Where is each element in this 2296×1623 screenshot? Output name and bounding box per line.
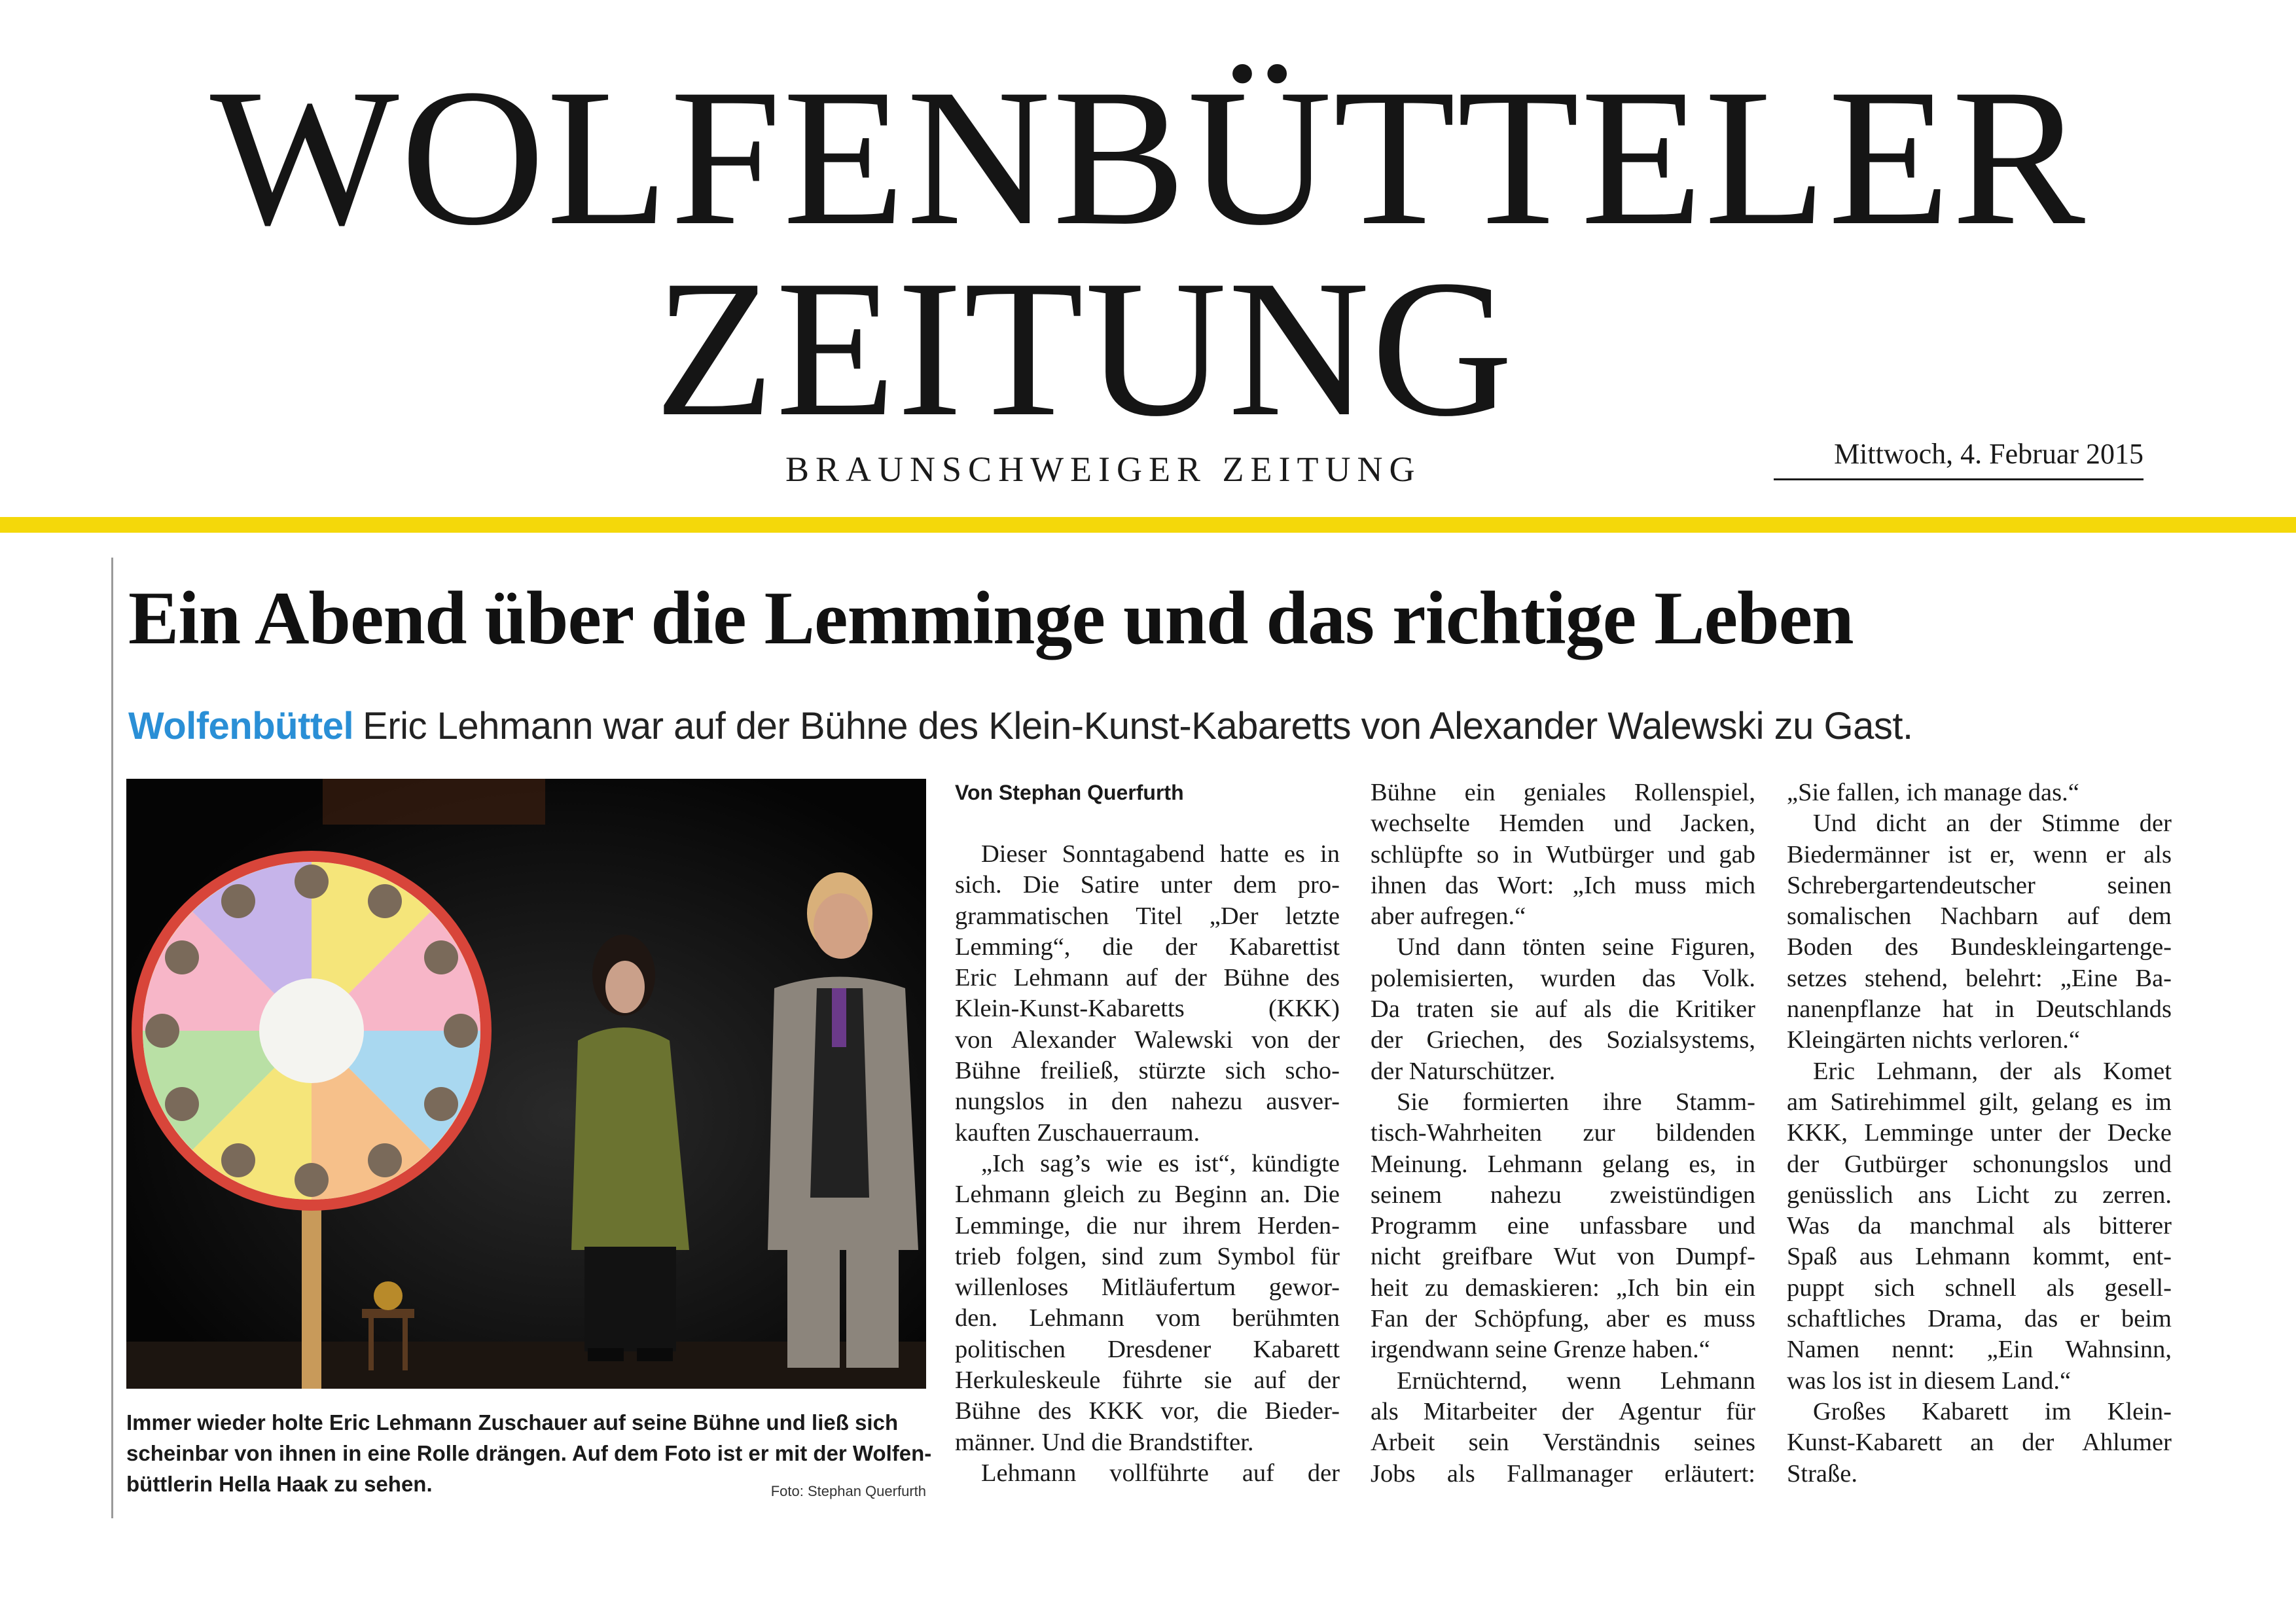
- article-column-1: [955, 777, 1340, 1489]
- article-text-line: „Ich sag’s wie es ist“, kündigte: [981, 1149, 1340, 1177]
- article-text-line: Bühne freiließ, stürzte sich scho-: [955, 1057, 1340, 1085]
- article-text-line: Jobs als Fallmanager erläutert:: [1371, 1459, 1755, 1488]
- article-text-line: schaftliches Drama, das er beim: [1787, 1305, 2172, 1333]
- article-text-line: puppt sich schnell als gesell-: [1787, 1274, 2172, 1302]
- article-text-line: Und dann tönten seine Figuren,: [1397, 933, 1755, 961]
- article-text-line: Lemming“, die der Kabarettist: [955, 933, 1340, 961]
- left-column-rule: [111, 558, 113, 1518]
- dateline-kicker: Wolfenbüttel: [128, 705, 354, 747]
- article-text-line: Lehmann vollführte auf der: [981, 1459, 1340, 1487]
- article-text-line: grammatischen Titel „Der letzte: [955, 902, 1340, 930]
- article-text-line: sich. Die Satire unter dem pro-: [955, 871, 1340, 899]
- article-text-line: Eric Lehmann auf der Bühne des: [955, 964, 1340, 992]
- yellow-divider-rule: [0, 517, 2296, 533]
- caption-line: Immer wieder holte Eric Lehmann Zuschauer auf seine Bühne und ließ sich: [126, 1410, 899, 1435]
- article-text-line: als Mitarbeiter der Agentur für: [1371, 1397, 1755, 1425]
- article-text-line: somalischen Nachbarn auf dem: [1787, 902, 2172, 931]
- article-text-line: Fan der Schöpfung, aber es muss: [1371, 1305, 1755, 1333]
- article-text-line: der Naturschützer.: [1371, 1057, 1556, 1085]
- article-text-line: polemisierten, wurden das Volk.: [1371, 964, 1755, 992]
- article-column-2: [1371, 777, 1755, 1489]
- article-text-line: tisch-Wahrheiten zur bildenden: [1371, 1119, 1755, 1147]
- article-text-line: irgendwann seine Grenze haben.“: [1371, 1336, 1710, 1364]
- article-text-line: Boden des Bundeskleingartenge-: [1787, 933, 2172, 961]
- article-text-line: der Griechen, des Sozialsystems,: [1371, 1026, 1755, 1054]
- article-text-line: setzes stehend, belehrt: „Eine Ba-: [1787, 964, 2172, 992]
- article-text-line: Herkuleskeule führte sie auf der: [955, 1366, 1340, 1395]
- article-text-line: Meinung. Lehmann gelang es, in: [1371, 1150, 1755, 1178]
- stage-photo-illustration: [126, 779, 926, 1389]
- prize-wheel: [132, 851, 492, 1211]
- article-text-line: Sie formierten ihre Stamm-: [1397, 1088, 1755, 1116]
- caption-line: büttlerin Hella Haak zu sehen.: [126, 1472, 433, 1496]
- article-text-line: nicht greifbare Wut von Dumpf-: [1371, 1243, 1755, 1271]
- article-text-line: KKK, Lemminge unter der Decke: [1787, 1119, 2172, 1147]
- article-text-line: was los ist in diesem Land.“: [1787, 1366, 2072, 1395]
- article-text-line: Großes Kabarett im Klein-: [1813, 1397, 2172, 1425]
- article-subheadline: [128, 700, 2255, 753]
- photo-credit: Foto: Stephan Querfurth: [770, 1483, 926, 1499]
- masthead-title-line1: WOLFENBÜTTELER: [209, 48, 2087, 266]
- article-text-line: trieb folgen, sind zum Symbol für: [955, 1242, 1340, 1270]
- article-column-3: [1787, 777, 2172, 1489]
- article-text-line: Ernüchternd, wenn Lehmann: [1397, 1366, 1755, 1395]
- article-text-line: Dieser Sonntagabend hatte es in: [981, 840, 1340, 868]
- column-1-body: [955, 839, 1340, 1489]
- article-text-line: von Alexander Walewski von der: [955, 1026, 1340, 1054]
- article-text-line: seinem nahezu zweistündigen: [1371, 1181, 1755, 1209]
- article-text-line: Straße.: [1787, 1459, 1857, 1488]
- masthead-title-line2: ZEITUNG: [655, 240, 1515, 457]
- article-text-line: willenloses Mitläufertum gewor-: [955, 1274, 1340, 1302]
- article-text-line: Lehmann gleich zu Beginn an. Die: [955, 1181, 1340, 1209]
- column-3-body: [1787, 777, 2172, 1489]
- article-text-line: Und dicht an der Stimme der: [1813, 810, 2172, 838]
- article-text-line: Arbeit sein Verständnis seines: [1371, 1429, 1755, 1457]
- article-photo: [126, 779, 926, 1389]
- subheadline-text: Eric Lehmann war auf der Bühne des Klein-Kunst-Kabaretts von Alexander Walewski zu Gast.: [363, 705, 1913, 747]
- article-text-line: Namen nennt: „Ein Wahnsinn,: [1787, 1336, 2172, 1364]
- article-text-line: „Sie fallen, ich manage das.“: [1787, 779, 2079, 806]
- article-text-line: kauften Zuschauerraum.: [955, 1118, 1200, 1147]
- article-text-line: Klein-Kunst-Kabaretts (KKK): [955, 995, 1340, 1023]
- article-text-line: schlüpfte so in Wutbürger und gab: [1371, 840, 1755, 868]
- article-text-line: ihnen das Wort: „Ich muss mich: [1371, 871, 1755, 899]
- article-text-line: der Gutbürger schonungslos und: [1787, 1150, 2172, 1178]
- column-2-body: [1371, 777, 1755, 1489]
- article-text-line: Lemminge, die nur ihrem Herden-: [955, 1211, 1340, 1240]
- article-text-line: Eric Lehmann, der als Komet: [1813, 1057, 2172, 1085]
- article-text-line: Kleingärten nichts verloren.“: [1787, 1026, 2080, 1054]
- article-text-line: Da traten sie auf als die Kritiker: [1371, 995, 1755, 1024]
- article-text-line: genüsslich ans Licht zu zerren.: [1787, 1181, 2172, 1209]
- article-text-line: nanenpflanze hat in Deutschlands: [1787, 995, 2172, 1024]
- article-text-line: den. Lehmann vom berühmten: [955, 1304, 1340, 1332]
- article-text-line: Bühne ein geniales Rollenspiel,: [1371, 779, 1755, 806]
- article-text-line: nungslos in den nahezu ausver-: [955, 1088, 1340, 1116]
- article-text-line: politischen Dresdener Kabarett: [955, 1335, 1340, 1363]
- article-text-line: Programm eine unfassbare und: [1371, 1212, 1755, 1240]
- article-text-line: Bühne des KKK vor, die Bieder-: [955, 1397, 1340, 1425]
- article-text-line: Biedermänner ist er, wenn er als: [1787, 840, 2172, 868]
- caption-line: scheinbar von ihnen in eine Rolle drängen. Auf dem Foto ist er mit der Wolfen-: [126, 1441, 932, 1465]
- masthead: [0, 0, 2296, 524]
- article-text-line: wechselte Hemden und Jacken,: [1371, 810, 1755, 838]
- article-text-line: Was da manchmal als bitterer: [1787, 1212, 2172, 1240]
- issue-date: Mittwoch, 4. Februar 2015: [1774, 437, 2144, 480]
- byline: Von Stephan Querfurth: [955, 781, 1184, 804]
- article-text-line: am Satirehimmel gilt, gelang es im: [1787, 1088, 2172, 1116]
- article-headline: Ein Abend über die Lemminge und das richtige Leben: [128, 577, 1854, 660]
- article-text-line: aber aufregen.“: [1371, 902, 1526, 931]
- masthead-subtitle: BRAUNSCHWEIGER ZEITUNG: [785, 450, 1422, 489]
- article-text-line: Schrebergartendeutscher seinen: [1787, 871, 2172, 899]
- article-text-line: männer. Und die Brandstifter.: [955, 1428, 1254, 1456]
- article-text-line: Spaß aus Lehmann kommt, ent-: [1787, 1243, 2172, 1271]
- article-text-line: heit zu demaskieren: „Ich bin ein: [1371, 1274, 1755, 1302]
- article-text-line: Kunst-Kabarett an der Ahlumer: [1787, 1429, 2172, 1457]
